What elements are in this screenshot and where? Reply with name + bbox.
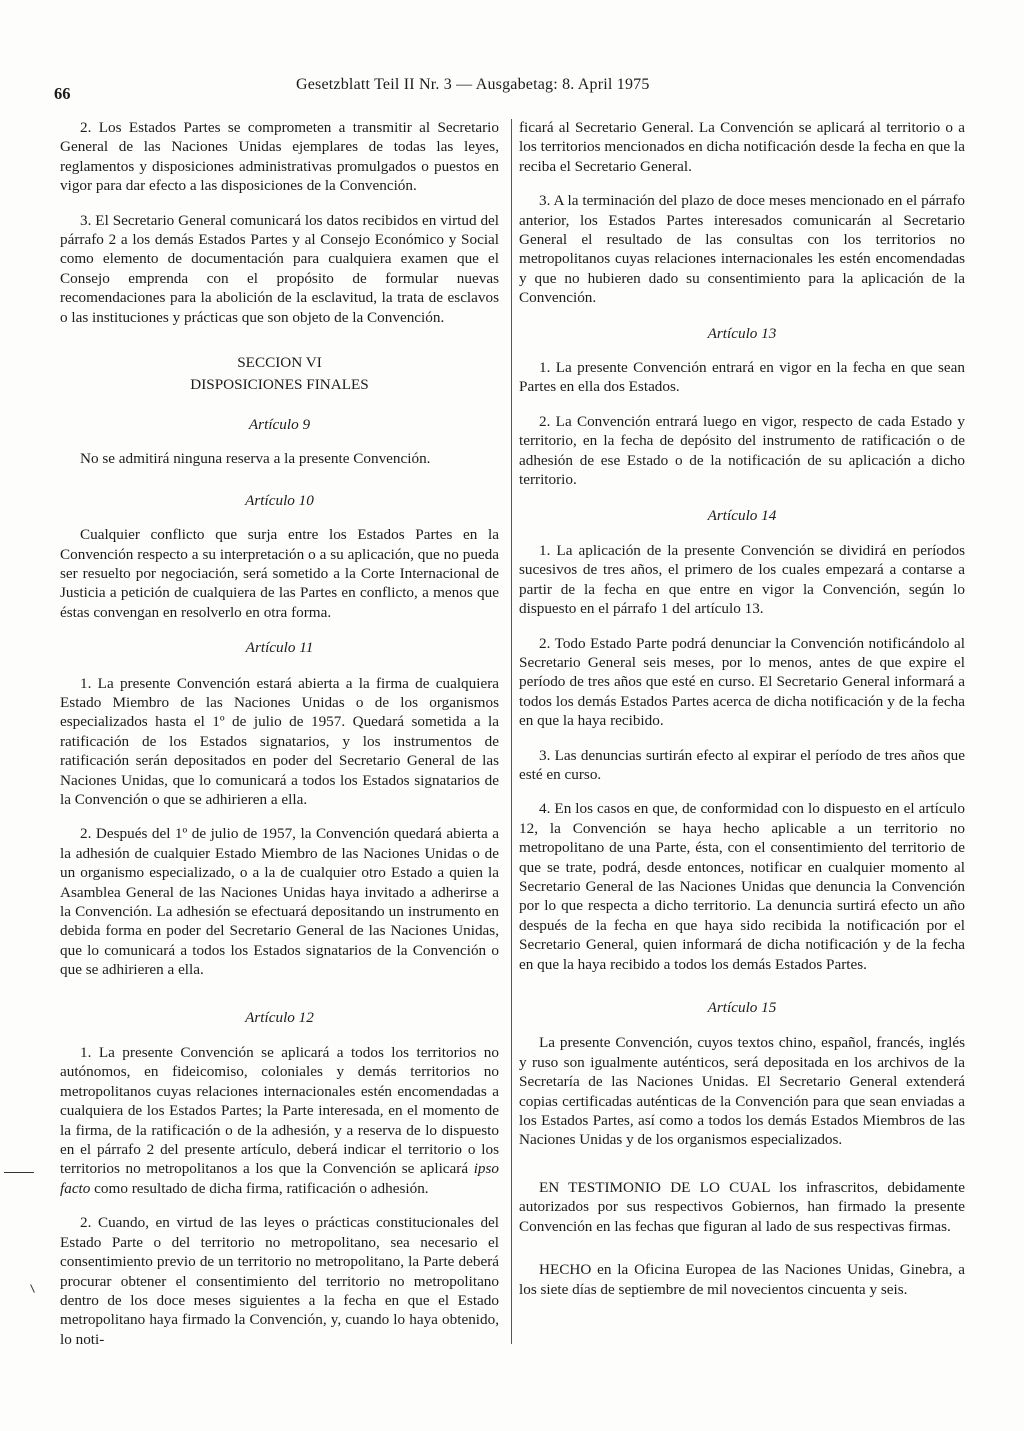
paragraph: 1. La presente Convención estará abierta a la firma de cualquiera Estado Miembro de las Naciones Unidas o de los organismos especializados hasta el 1º de julio de 1957. Quedará sometida a la ratificación de los Estados signatarios, y los instrumentos de ratificación serán depositados en poder del Secretario General de las Naciones Unidas, que lo comunicará a todos los Estados signatarios de la Convención o que se adhirieren a ella. — [60, 674, 499, 808]
left-column — [60, 118, 499, 1349]
article-heading: Artículo 15 — [707, 999, 777, 1017]
paragraph: 1. La presente Convención entrará en vigor en la fecha en que sean Partes en ella dos Estados. — [519, 359, 965, 396]
paragraph: La presente Convención, cuyos textos chino, español, francés, inglés y ruso son igualmente auténticos, será depositada en los archivos de la Secretaría de las Naciones Unidas. El Secretario General extenderá copias certificadas auténticas de la Convención para que sean enviadas a los Estados Partes, así como a todos los demás Estados Miembros de las Naciones Unidas y de los organismos especializados. — [519, 1034, 965, 1149]
article-heading: Artículo 9 — [248, 415, 311, 433]
running-head: Gesetzblatt Teil II Nr. 3 — Ausgabetag: 8. April 1975 — [296, 76, 650, 93]
paragraph: 3. Las denuncias surtirán efecto al expirar el período de tres años que esté en curso. — [519, 746, 965, 783]
margin-mark — [4, 1172, 34, 1173]
article-heading: Artículo 11 — [245, 639, 314, 657]
paragraph: No se admitirá ninguna reserva a la presente Convención. — [80, 450, 431, 468]
article-heading: Artículo 12 — [245, 1008, 314, 1026]
margin-mark — [30, 1284, 35, 1293]
column-divider — [511, 119, 512, 1344]
paragraph — [60, 1043, 499, 1198]
paragraph: ficará al Secretario General. La Convención se aplicará al territorio o a los territorios mencionados en dicha notificación desde la fecha en que la reciba el Secretario General. — [519, 119, 965, 175]
page-number: 66 — [54, 84, 71, 103]
paragraph: EN TESTIMONIO DE LO CUAL los infrascritos, debidamente autorizados por sus respectivos Gobiernos, han firmado la presente Convención en las fechas que figuran al lado de sus respectivas firmas. — [519, 1178, 965, 1235]
paragraph: 3. El Secretario General comunicará los datos recibidos en virtud del párrafo 2 a los demás Estados Partes y al Consejo Económico y Social como elemento de documentación para cualquiera examen que el Consejo emprenda con el propósito de formular nuevas recomendaciones para la abolición de la esclavitud, la trata de esclavos o las instituciones y prácticas que son objeto de la Convención. — [60, 211, 499, 326]
paragraph: 3. A la terminación del plazo de doce meses mencionado en el párrafo anterior, los Estados Partes interesados comunicarán al Secretario General el resultado de las consultas con los territorios no metropolitanos cuyas relaciones internacionales les estén encomendadas y que no hubieren dado su consentimiento para la aplicación de la Convención. — [519, 192, 965, 307]
paragraph: 4. En los casos en que, de conformidad con lo dispuesto en el artículo 12, la Convención se haya hecho aplicable a un territorio no metropolitano de una Parte, ésta, con el consentimiento del territorio de que se trate, podrá, desde entonces, notificar en cualquier momento al Secretario General de las Naciones Unidas que denuncia la Convención por lo que respecta a dicho territorio. La denuncia surtirá efecto un año después de la fecha en que haya sido recibida la notificación por el Secretario General, quien informará de dicha notificación y de la fecha en que la haya recibido a todos los demás Estados Partes. — [519, 800, 965, 973]
paragraph: 1. La aplicación de la presente Convención se dividirá en períodos sucesivos de tres años, el primero de los cuales empezará a contarse a partir de la fecha en que entre en vigor la Convención, según lo dispuesto en el párrafo 1 del artículo 13. — [519, 541, 965, 618]
paragraph: HECHO en la Oficina Europea de las Naciones Unidas, Ginebra, a los siete días de septiembre de mil novecientos cincuenta y seis. — [519, 1261, 965, 1298]
paragraph: 2. La Convención entrará luego en vigor, respecto de cada Estado y territorio, en la fecha de depósito del instrumento de ratificación o de adhesión de ese Estado o de la notificación de su aplicación a dicho territorio. — [519, 412, 965, 489]
article-heading: Artículo 13 — [707, 324, 777, 342]
article-heading: Artículo 10 — [245, 491, 314, 509]
paragraph: 2. Después del 1º de julio de 1957, la Convención quedará abierta a la adhesión de cualquier Estado Miembro de las Naciones Unidas o de un organismo especializado, o a la de cualquier otro Estado a quien la Asamblea General de las Naciones Unidas haya invitado a adherirse a la Convención. La adhesión se efectuará depositando un instrumento en debida forma en poder del Secretario General de las Naciones Unidas, que lo comunicará a todos los Estados signatarios de la Convención o que se adhirieren a ella. — [60, 825, 499, 979]
italic-term: ipso facto — [60, 1160, 500, 1197]
paragraph: 2. Todo Estado Parte podrá denunciar la Convención notificándolo al Secretario General seis meses, por lo menos, antes de que expire el período de tres años que esté en curso. El Secretario General informará a todos los demás Estados Partes acerca de dicha notificación y de la fecha en que la haya recibido. — [519, 634, 965, 730]
paragraph: 2. Los Estados Partes se comprometen a transmitir al Secretario General de las Naciones Unidas ejemplares de todas las leyes, reglamentos y disposiciones administrativas promulgados o puestos en vigor para dar efecto a las disposiciones de la Convención. — [60, 119, 499, 195]
paragraph: 2. Cuando, en virtud de las leyes o prácticas constitucionales del Estado Parte o del territorio no metropolitano, sea necesario el consentimiento previo de un territorio no metropolitano, la Parte deberá procurar obtener el consentimiento del territorio no metropolitano dentro de los doce meses siguientes a la fecha en que el Estado metropolitano haya firmado la Convención, y, cuando lo haya obtenido, lo noti- — [60, 1214, 499, 1348]
section-title: SECCION VI — [237, 354, 322, 372]
article-heading: Artículo 14 — [707, 506, 777, 524]
text-run: como resultado de dicha firma, ratificación o adhesión. — [94, 1179, 429, 1197]
right-column — [519, 118, 965, 1299]
text-run: 1. La presente Convención se aplicará a todos los territorios no autónomos, en fideicomiso, coloniales y demás territorios no metropolitanos cuyas relaciones internacionales estén encomendadas a cualquiera de los Estados Partes; la Parte interesada, en el momento de la firma, de la ratificación o de la adhesión, y a reserva de lo dispuesto en el párrafo 2 del presente artículo, deberá indicar el territorio o los territorios no metropolitanos a los que la Convención se aplicará — [60, 1044, 499, 1178]
page-header — [0, 76, 1024, 103]
paragraph: Cualquier conflicto que surja entre los Estados Partes en la Convención respecto a su interpretación o a su aplicación, que no pueda ser resuelto por negociación, será sometido a la Corte Internacional de Justicia a petición de cualquiera de las Partes en conflicto, a menos que éstas convengan en resolverlo en otra forma. — [60, 526, 499, 621]
section-subtitle: DISPOSICIONES FINALES — [190, 376, 369, 394]
